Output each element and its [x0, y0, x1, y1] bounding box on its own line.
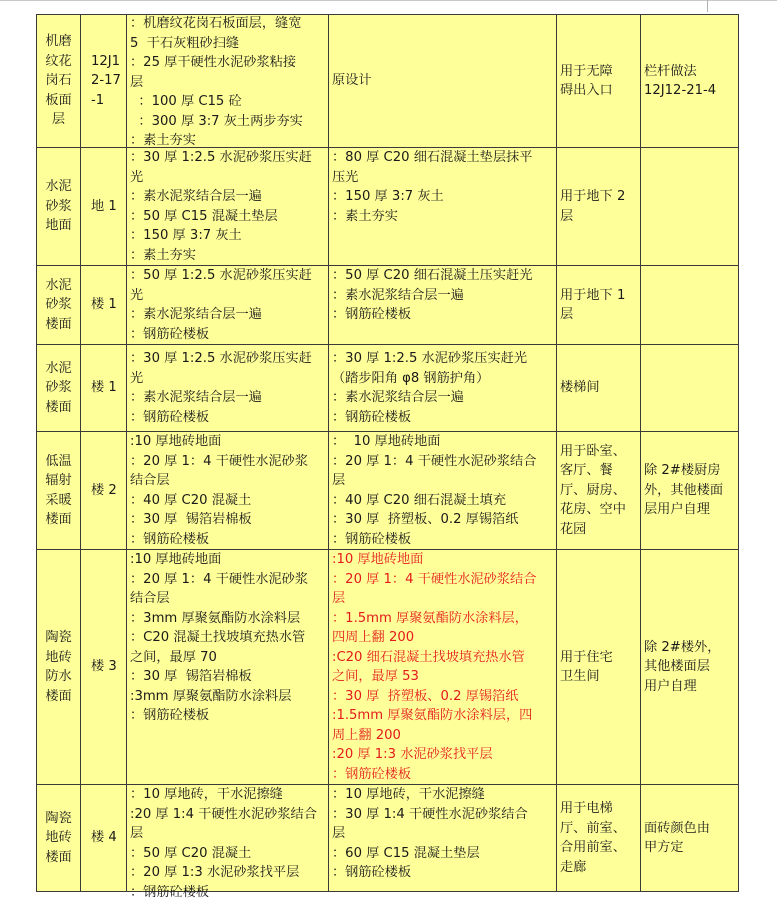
usage-cell[interactable]: 用于住宅 卫生间: [557, 550, 641, 785]
table-row: [37, 148, 739, 266]
original-layers-cell[interactable]: ：50 厚 1:2.5 水泥砂浆压实赶 光 ：素水泥浆结合层一遍 ：钢筋砼楼板: [127, 266, 329, 345]
finish-code-cell[interactable]: 楼 4: [81, 785, 127, 892]
revised-layers-cell[interactable]: ：80 厚 C20 细石混凝土垫层抹平 压光 ：150 厚 3:7 灰土 ：素土夯实: [329, 148, 557, 266]
table-row: [37, 15, 739, 148]
table-row: [37, 432, 739, 550]
remark-cell[interactable]: 除 2#楼厨房 外，其他楼面 层用户自理: [641, 432, 739, 550]
original-layers-cell[interactable]: :10 厚地砖地面 ：20 厚 1：4 干硬性水泥砂浆 结合层 ：40 厚 C20 混凝土 ：30 厚 锡箔岩棉板 ：钢筋砼楼板: [127, 432, 329, 550]
remark-cell[interactable]: 栏杆做法 12J12-21-4: [641, 15, 739, 148]
remark-cell[interactable]: [641, 345, 739, 432]
remark-cell[interactable]: [641, 266, 739, 345]
finish-code-cell[interactable]: 楼 1: [81, 266, 127, 345]
document-page: [36, 14, 739, 900]
finish-name-cell[interactable]: 水泥 砂浆 地面: [37, 148, 81, 266]
remark-cell[interactable]: [641, 148, 739, 266]
page-margin-mark: [707, 0, 708, 12]
table-row: [37, 266, 739, 345]
remark-cell[interactable]: 除 2#楼外， 其他楼面层 用户自理: [641, 550, 739, 785]
finish-code-cell[interactable]: 地 1: [81, 148, 127, 266]
original-layers-cell[interactable]: ：机磨纹花岗石板面层，缝宽 5 干石灰粗砂扫缝 ：25 厚干硬性水泥砂浆粘接 层 ：100 厚 C15 砼 ：300 厚 3:7 灰土两步夯实 ：素土夯实: [127, 15, 329, 148]
usage-cell[interactable]: 用于地下 1 层: [557, 266, 641, 345]
usage-cell[interactable]: 用于卧室、 客厅、餐 厅、厨房、 花房、空中 花园: [557, 432, 641, 550]
finish-schedule-table: [36, 14, 739, 900]
original-layers-cell[interactable]: ：10 厚地砖，干水泥擦缝 :20 厚 1:4 干硬性水泥砂浆结合 层 ：50 厚 C20 混凝土 ：20 厚 1:3 水泥砂浆找平层 ：钢筋砼楼板: [127, 785, 329, 892]
finish-code-cell[interactable]: 12J1 2-17 -1: [81, 15, 127, 148]
finish-name-cell[interactable]: 机磨 纹花 岗石 板面 层: [37, 15, 81, 148]
page-top-rule: [0, 0, 777, 1]
revised-layers-cell[interactable]: 原设计: [329, 15, 557, 148]
table-row: [37, 345, 739, 432]
finish-name-cell[interactable]: 水泥 砂浆 楼面: [37, 345, 81, 432]
usage-cell[interactable]: 用于地下 2 层: [557, 148, 641, 266]
table-row: [37, 550, 739, 785]
finish-name-cell[interactable]: 陶瓷 地砖 楼面: [37, 785, 81, 892]
revised-layers-cell[interactable]: ：10 厚地砖，干水泥擦缝 ：30 厚 1:4 干硬性水泥砂浆结合 层 ：60 厚 C15 混凝土垫层 ：钢筋砼楼板: [329, 785, 557, 892]
revised-layers-cell[interactable]: ： 10 厚地砖地面 ：20 厚 1：4 干硬性水泥砂浆结合 层 ：40 厚 C20 细石混凝土填充 ：30 厚 挤塑板、0.2 厚锡箔纸 ：钢筋砼楼板: [329, 432, 557, 550]
usage-cell[interactable]: 用于无障 碍出入口: [557, 15, 641, 148]
finish-code-cell[interactable]: 楼 1: [81, 345, 127, 432]
finish-code-cell[interactable]: 楼 2: [81, 432, 127, 550]
remark-cell[interactable]: 面砖颜色由 甲方定: [641, 785, 739, 892]
finish-name-cell[interactable]: 陶瓷 地砖 防水 楼面: [37, 550, 81, 785]
original-layers-cell[interactable]: ：30 厚 1:2.5 水泥砂浆压实赶 光 ：素水泥浆结合层一遍 ：钢筋砼楼板: [127, 345, 329, 432]
finish-name-cell[interactable]: 低温 辐射 采暖 楼面: [37, 432, 81, 550]
usage-cell[interactable]: 楼梯间: [557, 345, 641, 432]
original-layers-cell[interactable]: :10 厚地砖地面 ：20 厚 1：4 干硬性水泥砂浆 结合层 ：3mm 厚聚氨酯防水涂料层 ：C20 混凝土找坡填充热水管 之间，最厚 70 ：30 厚 锡箔岩棉板 :3mm 厚聚氨酯防水涂料层 ：钢筋砼楼板: [127, 550, 329, 785]
original-layers-cell[interactable]: ：30 厚 1:2.5 水泥砂浆压实赶 光 ：素水泥浆结合层一遍 ：50 厚 C15 混凝土垫层 ：150 厚 3:7 灰土 ：素土夯实: [127, 148, 329, 266]
revised-layers-cell[interactable]: ：30 厚 1:2.5 水泥砂浆压实赶光 （踏步阳角 φ8 钢筋护角） ：素水泥浆结合层一遍 ：钢筋砼楼板: [329, 345, 557, 432]
finish-name-cell[interactable]: 水泥 砂浆 楼面: [37, 266, 81, 345]
table-row: [37, 785, 739, 892]
revised-layers-cell[interactable]: :10 厚地砖地面 ：20 厚 1：4 干硬性水泥砂浆结合 层 ：1.5mm 厚聚氨酯防水涂料层， 四周上翻 200 :C20 细石混凝土找坡填充热水管 之间，最厚 53 ：30 厚 挤塑板、0.2 厚锡箔纸 :1.5mm 厚聚氨酯防水涂料层，四 周上翻 200 :20 厚 1:3 水泥砂浆找平层 ：钢筋砼楼板: [329, 550, 557, 785]
finish-code-cell[interactable]: 楼 3: [81, 550, 127, 785]
revised-layers-cell[interactable]: ：50 厚 C20 细石混凝土压实赶光 ：素水泥浆结合层一遍 ：钢筋砼楼板: [329, 266, 557, 345]
usage-cell[interactable]: 用于电梯 厅、前室、 合用前室、 走廊: [557, 785, 641, 892]
